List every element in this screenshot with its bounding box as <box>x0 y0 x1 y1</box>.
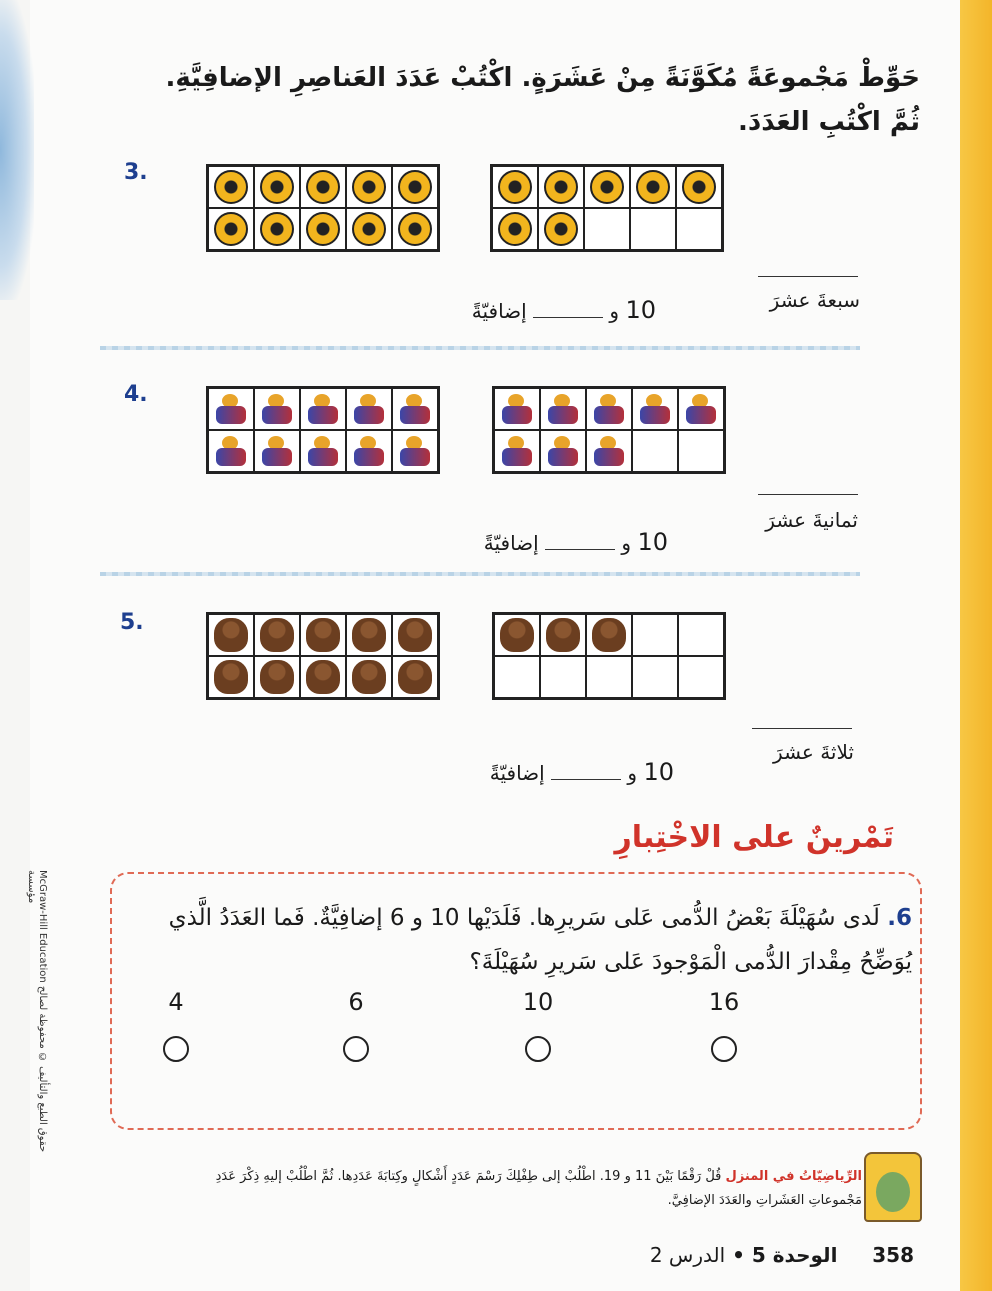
footer-dot: • <box>732 1243 745 1267</box>
problem-5-number-blank[interactable] <box>752 728 852 729</box>
doll-icon <box>592 434 626 468</box>
ten-frame-cell <box>538 166 584 208</box>
ten-frame-cell <box>492 208 538 250</box>
teddy-bear-icon <box>306 618 340 652</box>
problem-4-words: ثمانيةَ عشرَ <box>765 508 858 532</box>
soccer-ball-icon <box>590 170 624 204</box>
problem-3-equation <box>396 296 656 324</box>
ten-frame-cell <box>346 656 392 698</box>
ten-frame-cell <box>586 388 632 430</box>
doll-icon <box>214 434 248 468</box>
option-bubble-4[interactable] <box>711 1036 737 1062</box>
ten-frame-cell <box>632 656 678 698</box>
teddy-bear-icon <box>500 618 534 652</box>
teddy-bear-icon <box>398 618 432 652</box>
ten-frame-cell <box>254 614 300 656</box>
doll-icon <box>260 392 294 426</box>
unit-label: الوحدة 5 <box>751 1243 838 1267</box>
problem-4-and: و <box>621 531 632 555</box>
problem-3-number-blank[interactable] <box>758 276 858 277</box>
ten-frame-cell <box>346 388 392 430</box>
problem-3-and: و <box>609 299 620 323</box>
ten-frame-cell <box>392 208 438 250</box>
problem-5-ten-frame-partial <box>492 612 726 700</box>
teddy-bear-icon <box>352 618 386 652</box>
practice-question <box>152 896 912 984</box>
problem-5-number: 5. <box>120 610 144 635</box>
problem-3-ten: 10 <box>625 296 656 324</box>
problem-5-ten-frame-full <box>206 612 440 700</box>
soccer-ball-icon <box>682 170 716 204</box>
problem-3-words: سبعةَ عشرَ <box>769 288 860 312</box>
option-bubble-1[interactable] <box>163 1036 189 1062</box>
doll-icon <box>352 392 386 426</box>
option-value-3: 10 <box>522 988 554 1016</box>
ten-frame-cell <box>208 208 254 250</box>
soccer-ball-icon <box>352 212 386 246</box>
soccer-ball-icon <box>260 212 294 246</box>
problem-5-ten: 10 <box>643 758 674 786</box>
doll-icon <box>500 392 534 426</box>
ten-frame-cell <box>678 430 724 472</box>
ten-frame-cell <box>540 388 586 430</box>
ten-frame-cell <box>494 388 540 430</box>
teddy-bear-icon <box>260 660 294 694</box>
ten-frame-cell <box>494 614 540 656</box>
separator-2 <box>100 572 860 576</box>
page-number: 358 <box>872 1243 914 1267</box>
soccer-ball-icon <box>306 170 340 204</box>
ten-frame-cell <box>392 614 438 656</box>
option-value-2: 6 <box>348 988 364 1016</box>
ten-frame-cell <box>632 388 678 430</box>
ten-frame-cell <box>346 430 392 472</box>
ten-frame-cell <box>208 430 254 472</box>
ten-frame-cell <box>254 430 300 472</box>
teddy-bear-icon <box>592 618 626 652</box>
ten-frame-cell <box>300 388 346 430</box>
soccer-ball-icon <box>398 212 432 246</box>
ten-frame-cell <box>254 388 300 430</box>
ten-frame-cell <box>254 166 300 208</box>
ten-frame-cell <box>540 614 586 656</box>
teddy-bear-icon <box>306 660 340 694</box>
ten-frame-cell <box>392 656 438 698</box>
problem-3-ten-frame-full <box>206 164 440 252</box>
soccer-ball-icon <box>398 170 432 204</box>
doll-icon <box>684 392 718 426</box>
ten-frame-cell <box>208 166 254 208</box>
problem-3-extra-label: إضافيّةً <box>471 299 527 323</box>
publisher-credit: McGraw-Hill Education حقوق الطبع والتأليف © محفوظة لصالح مؤسسة <box>26 870 48 1153</box>
teddy-bear-icon <box>260 618 294 652</box>
ten-frame-cell <box>300 430 346 472</box>
ten-frame-cell <box>632 614 678 656</box>
problem-4-equation <box>408 528 668 556</box>
ten-frame-cell <box>678 656 724 698</box>
ten-frame-cell <box>346 208 392 250</box>
problem-4-ten: 10 <box>637 528 668 556</box>
ten-frame-cell <box>254 208 300 250</box>
doll-icon <box>352 434 386 468</box>
teddy-bear-icon <box>214 660 248 694</box>
soccer-ball-icon <box>498 212 532 246</box>
doll-icon <box>260 434 294 468</box>
home-activity <box>162 1165 862 1213</box>
doll-icon <box>592 392 626 426</box>
doll-icon <box>546 434 580 468</box>
problem-4-extra-label: إضافيّةً <box>483 531 539 555</box>
teddy-bear-icon <box>214 618 248 652</box>
ten-frame-cell <box>494 656 540 698</box>
option-value-4: 16 <box>708 988 740 1016</box>
soccer-ball-icon <box>498 170 532 204</box>
option-value-1: 4 <box>168 988 184 1016</box>
problem-3-number: 3. <box>124 160 148 185</box>
instruction-text: حَوِّطْ مَجْموعَةً مُكَوَّنَةً مِنْ عَشَرَةٍ. اكْتُبْ عَدَدَ العَناصِرِ الإضافِيَّةِ. ثُمَّ اكْتُبِ العَدَدَ. <box>165 63 920 137</box>
ten-frame-cell <box>630 208 676 250</box>
ten-frame-cell <box>494 430 540 472</box>
ten-frame-cell <box>586 656 632 698</box>
ten-frame-cell <box>346 614 392 656</box>
practice-number: 6. <box>887 905 912 931</box>
soccer-ball-icon <box>214 212 248 246</box>
ten-frame-cell <box>208 388 254 430</box>
doll-icon <box>306 392 340 426</box>
doll-icon <box>214 392 248 426</box>
ten-frame-cell <box>678 614 724 656</box>
teddy-bear-icon <box>352 660 386 694</box>
ten-frame-cell <box>300 656 346 698</box>
ten-frame-cell <box>630 166 676 208</box>
yellow-page-edge <box>960 0 992 1291</box>
problem-5-equation <box>414 758 674 786</box>
soccer-ball-icon <box>544 170 578 204</box>
doll-icon <box>398 392 432 426</box>
ten-frame-cell <box>492 166 538 208</box>
ten-frame-cell <box>632 430 678 472</box>
ten-frame-cell <box>208 656 254 698</box>
lesson-label: الدرس 2 <box>649 1243 726 1267</box>
ten-frame-cell <box>584 166 630 208</box>
ten-frame-cell <box>540 656 586 698</box>
ten-frame-cell <box>208 614 254 656</box>
home-activity-text: قُلْ رَقْمًا بَيْنَ 11 و 19. اطْلُبْ إلى طِفْلِكَ رَسْمَ عَدَدٍ أَشْكالٍ وكِتابَةَ عَدَدِها. ثُمَّ اطْلُبْ إليهِ ذِكْرَ عَدَدِ مَجْموعاتِ العَشَراتِ والعَدَدَ الإضافِيَّ. <box>215 1169 862 1208</box>
problem-3-extra-blank[interactable] <box>533 317 603 318</box>
ten-frame-cell <box>300 208 346 250</box>
practice-question-text: لَدى سُهَيْلَةَ بَعْضُ الدُّمى عَلى سَريرِها. فَلَدَيْها 10 و 6 إضافِيَّةٌ. فَما العَدَدُ الَّذي يُوَضِّحُ مِقْدارَ الدُّمى الْمَوْجودَ عَلى سَريرِ سُهَيْلَةَ؟ <box>168 905 912 975</box>
teddy-bear-icon <box>398 660 432 694</box>
doll-icon <box>546 392 580 426</box>
practice-title: تَمْرينٌ على الاخْتِبارِ <box>614 820 894 855</box>
problem-5-words: ثلاثةَ عشرَ <box>773 740 854 764</box>
ten-frame-cell <box>540 430 586 472</box>
ten-frame-cell <box>678 388 724 430</box>
ten-frame-cell <box>584 208 630 250</box>
soccer-ball-icon <box>544 212 578 246</box>
ten-frame-cell <box>538 208 584 250</box>
ten-frame-cell <box>300 614 346 656</box>
soccer-ball-icon <box>260 170 294 204</box>
option-bubble-3[interactable] <box>525 1036 551 1062</box>
ten-frame-cell <box>300 166 346 208</box>
doll-icon <box>306 434 340 468</box>
problem-4-ten-frame-full <box>206 386 440 474</box>
problem-5-extra-label: إضافيّةً <box>489 761 545 785</box>
problem-3-ten-frame-partial <box>490 164 724 252</box>
ten-frame-cell <box>254 656 300 698</box>
ten-frame-cell <box>676 208 722 250</box>
doll-icon <box>500 434 534 468</box>
ten-frame-cell <box>586 430 632 472</box>
soccer-ball-icon <box>214 170 248 204</box>
teddy-bear-icon <box>546 618 580 652</box>
doll-icon <box>638 392 672 426</box>
problem-4-ten-frame-partial <box>492 386 726 474</box>
problem-5-and: و <box>627 761 638 785</box>
soccer-ball-icon <box>636 170 670 204</box>
ten-frame-cell <box>392 166 438 208</box>
ten-frame-cell <box>676 166 722 208</box>
page-footer <box>634 1243 914 1267</box>
page-edge-decoration <box>0 0 34 300</box>
option-bubble-2[interactable] <box>343 1036 369 1062</box>
problem-5-extra-blank[interactable] <box>551 779 621 780</box>
soccer-ball-icon <box>352 170 386 204</box>
separator-1 <box>100 346 860 350</box>
soccer-ball-icon <box>306 212 340 246</box>
ten-frame-cell <box>392 388 438 430</box>
problem-4-number-blank[interactable] <box>758 494 858 495</box>
problem-4-number: 4. <box>124 382 148 407</box>
ten-frame-cell <box>346 166 392 208</box>
ten-frame-cell <box>586 614 632 656</box>
owl-house-icon <box>864 1152 922 1222</box>
home-activity-title: الرِّياضِيّاتُ في المنزل <box>725 1169 862 1184</box>
problem-4-extra-blank[interactable] <box>545 549 615 550</box>
doll-icon <box>398 434 432 468</box>
ten-frame-cell <box>392 430 438 472</box>
